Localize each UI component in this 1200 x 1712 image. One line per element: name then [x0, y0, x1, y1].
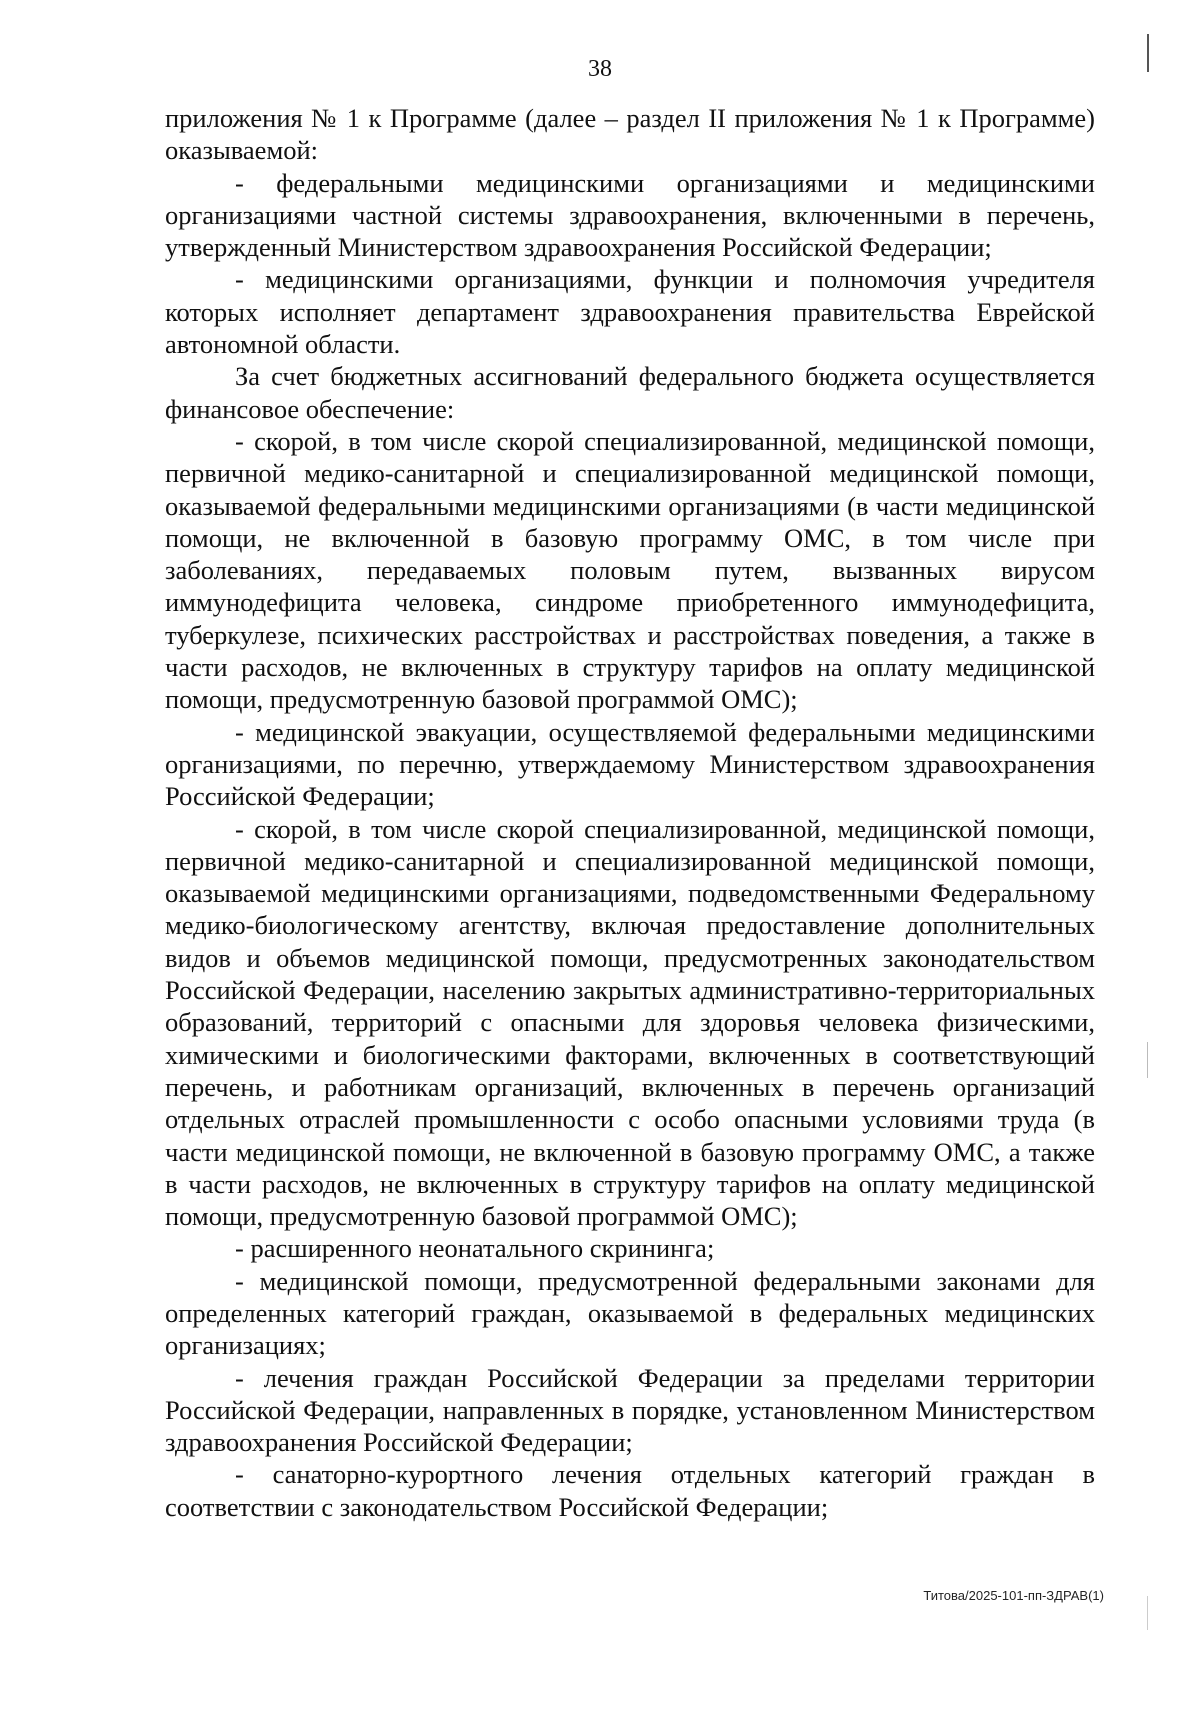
- list-item: - расширенного неонатального скрининга;: [235, 1233, 715, 1264]
- scan-edge-mark: [1147, 1042, 1148, 1078]
- list-item: - медицинской эвакуации, осуществляемой федеральными медицинскими организациями, по перечню, утверждаемому Министерством здравоохранения Российской Федерации;: [165, 716, 1095, 812]
- list-item: - федеральными медицинскими организациями и медицинскими организациями частной системы здравоохранения, включенными в перечень, утвержденный Министерством здравоохранения Российской Федерации;: [165, 167, 1095, 263]
- list-item: - скорой, в том числе скорой специализированной, медицинской помощи, первичной медико-санитарной и специализированной медицинской помощи, оказываемой федеральными медицинскими организациями (в части медицинской помощи, не включенной в базовую программу ОМС, в том числе при заболеваниях, передаваемых половым путем, вызванных вирусом иммунодефицита человека, синдроме приобретенного иммунодефицита, туберкулезе, психических расстройствах и расстройствах поведения, а также в части расходов, не включенных в структуру тарифов на оплату медицинской помощи, предусмотренную базовой программой ОМС);: [165, 425, 1095, 715]
- document-reference-code: Титова/2025-101-пп-ЗДРАВ(1): [923, 1588, 1104, 1603]
- list-item: - скорой, в том числе скорой специализированной, медицинской помощи, первичной медико-санитарной и специализированной медицинской помощи, оказываемой медицинскими организациями, подведомственными Федеральному медико-биологическому агентству, включая предоставление дополнительных видов и объемов медицинской помощи, предусмотренных законодательством Российской Федерации, населению закрытых административно-территориальных образований, территорий с опасными для здоровья человека физическими, химическими и биологическими факторами, включенных в соответствующий перечень, и работникам организаций, включенных в перечень организаций отдельных отраслей промышленности с особо опасными условиями труда (в части медицинской помощи, не включенной в базовую программу ОМС, а также в части расходов, не включенных в структуру тарифов на оплату медицинской помощи, предусмотренную базовой программой ОМС);: [165, 813, 1095, 1232]
- list-item: - медицинскими организациями, функции и полномочия учредителя которых исполняет департамент здравоохранения правительства Еврейской автономной области.: [165, 264, 1095, 360]
- scan-edge-mark: [1147, 34, 1149, 72]
- page-number: 38: [588, 56, 612, 82]
- paragraph: За счет бюджетных ассигнований федерального бюджета осуществляется финансовое обеспечение:: [165, 361, 1095, 424]
- paragraph: приложения № 1 к Программе (далее – раздел II приложения № 1 к Программе) оказываемой:: [165, 103, 1095, 166]
- document-body: [165, 102, 1095, 1523]
- list-item: - медицинской помощи, предусмотренной федеральными законами для определенных категорий граждан, оказываемой в федеральных медицинских организациях;: [165, 1265, 1095, 1361]
- list-item: - лечения граждан Российской Федерации за пределами территории Российской Федерации, направленных в порядке, установленном Министерством здравоохранения Российской Федерации;: [165, 1362, 1095, 1458]
- scan-edge-mark: [1147, 1596, 1148, 1630]
- list-item: - санаторно-курортного лечения отдельных категорий граждан в соответствии с законодательством Российской Федерации;: [165, 1459, 1095, 1522]
